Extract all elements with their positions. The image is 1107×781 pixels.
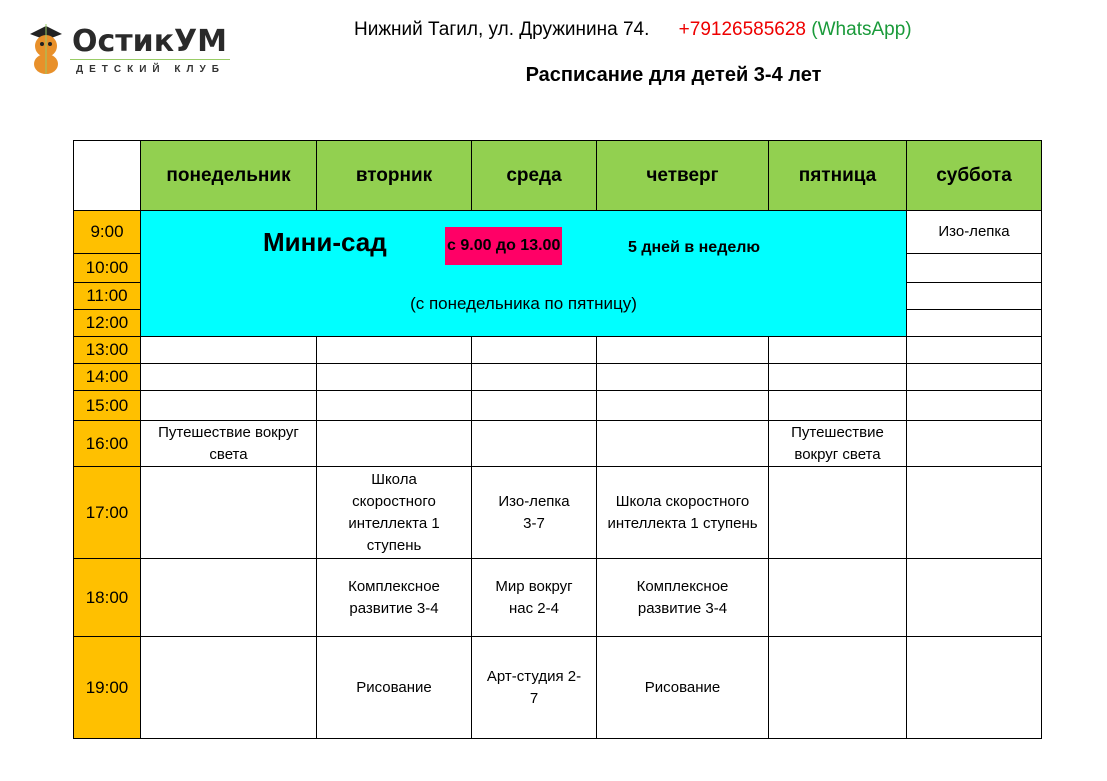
class-cell (769, 391, 907, 421)
minisad-note: (с понедельника по пятницу) (410, 294, 637, 313)
time-cell: 19:00 (74, 637, 141, 739)
address: Нижний Тагил, ул. Дружинина 74. (354, 19, 650, 40)
minisad-block (141, 211, 907, 337)
class-cell (907, 283, 1042, 310)
logo-name: ОстикУМ (72, 24, 228, 59)
minisad-hours: с 9.00 до 13.00 (445, 227, 562, 265)
class-cell (907, 637, 1042, 739)
class-cell: Рисование (597, 637, 769, 739)
class-cell: Изо-лепка 3-7 (472, 467, 597, 559)
time-cell: 10:00 (74, 254, 141, 283)
class-cell (907, 310, 1042, 337)
day-header: пятница (769, 141, 907, 211)
class-cell (317, 421, 472, 467)
class-cell (907, 254, 1042, 283)
class-cell (907, 421, 1042, 467)
class-cell (769, 337, 907, 364)
day-header: четверг (597, 141, 769, 211)
class-cell (769, 364, 907, 391)
class-cell: Школа скоростного интеллекта 1 ступень (317, 467, 472, 559)
day-header: вторник (317, 141, 472, 211)
class-cell (907, 364, 1042, 391)
class-cell (472, 337, 597, 364)
time-cell: 18:00 (74, 559, 141, 637)
class-cell (597, 364, 769, 391)
class-cell (907, 337, 1042, 364)
time-cell: 12:00 (74, 310, 141, 337)
logo-subtitle: ДЕТСКИЙ КЛУБ (76, 64, 225, 75)
logo-divider (70, 59, 230, 60)
class-cell (317, 364, 472, 391)
class-cell: Рисование (317, 637, 472, 739)
time-cell: 9:00 (74, 211, 141, 254)
class-cell (317, 391, 472, 421)
class-cell (769, 637, 907, 739)
whatsapp-label: (WhatsApp) (811, 19, 912, 40)
time-cell: 15:00 (74, 391, 141, 421)
day-header: понедельник (141, 141, 317, 211)
corner-cell (74, 141, 141, 211)
schedule-table (73, 140, 1042, 739)
class-cell (769, 559, 907, 637)
day-header: среда (472, 141, 597, 211)
class-cell (141, 637, 317, 739)
minisad-title: Мини-сад (263, 227, 387, 257)
class-cell: Комплексное развитие 3-4 (317, 559, 472, 637)
class-cell (907, 559, 1042, 637)
class-cell (141, 467, 317, 559)
minisad-days: 5 дней в неделю (628, 239, 761, 256)
class-cell (907, 391, 1042, 421)
class-cell (141, 559, 317, 637)
class-cell (769, 467, 907, 559)
class-cell (141, 391, 317, 421)
time-cell: 11:00 (74, 283, 141, 310)
class-cell (472, 421, 597, 467)
time-cell: 16:00 (74, 421, 141, 467)
class-cell (472, 391, 597, 421)
class-cell (472, 364, 597, 391)
class-cell (597, 337, 769, 364)
class-cell (907, 467, 1042, 559)
contact-line (354, 19, 912, 41)
class-cell: Изо-лепка (907, 211, 1042, 254)
time-cell: 13:00 (74, 337, 141, 364)
class-cell: Путешествие вокруг света (769, 421, 907, 467)
class-cell: Арт-студия 2-7 (472, 637, 597, 739)
class-cell: Мир вокруг нас 2-4 (472, 559, 597, 637)
class-cell: Школа скоростного интеллекта 1 ступень (597, 467, 769, 559)
time-cell: 14:00 (74, 364, 141, 391)
class-cell: Комплексное развитие 3-4 (597, 559, 769, 637)
phone: +79126585628 (678, 19, 807, 40)
class-cell (141, 364, 317, 391)
class-cell: Путешествие вокруг света (141, 421, 317, 467)
page-title: Расписание для детей 3-4 лет (525, 64, 822, 86)
class-cell (597, 421, 769, 467)
day-header: суббота (907, 141, 1042, 211)
class-cell (317, 337, 472, 364)
class-cell (141, 337, 317, 364)
class-cell (597, 391, 769, 421)
time-cell: 17:00 (74, 467, 141, 559)
